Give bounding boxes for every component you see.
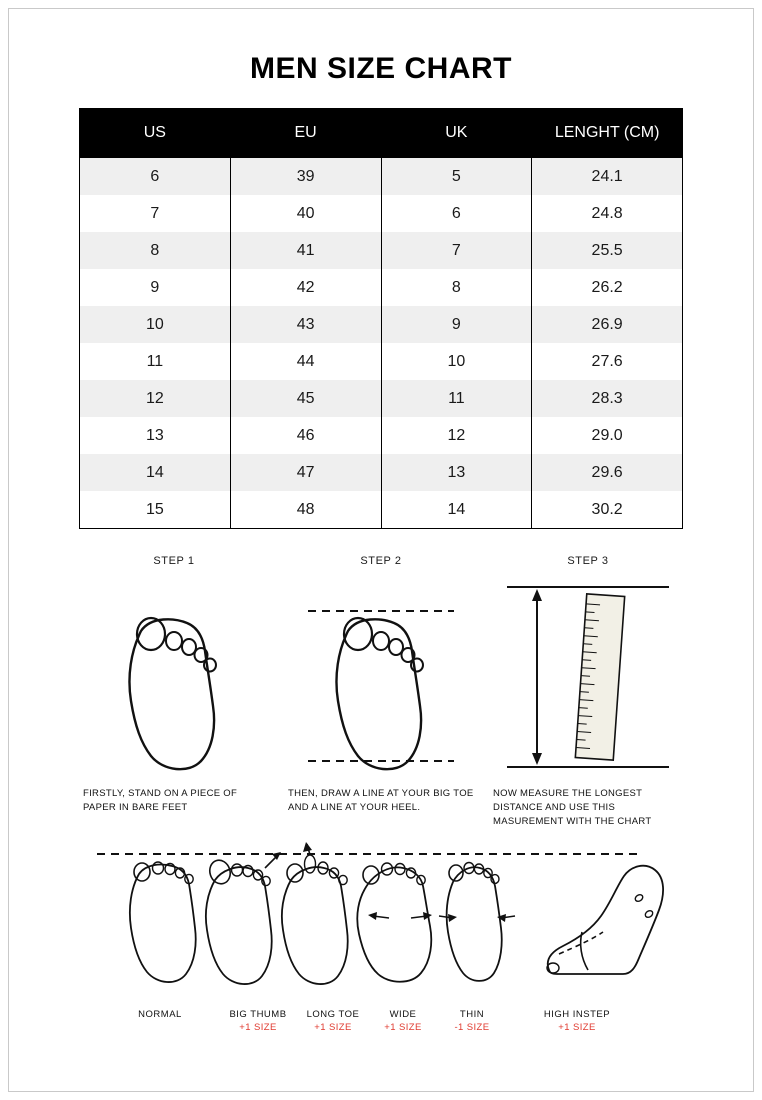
- cell-eu: 41: [230, 232, 381, 269]
- step-3-label: STEP 3: [567, 555, 609, 567]
- ruler-measure-icon: [493, 571, 683, 781]
- foot-type-adjust: +1 SIZE: [239, 1022, 277, 1034]
- foot-big-thumb-icon: [206, 852, 281, 984]
- step-2-label: STEP 2: [360, 555, 402, 567]
- foot-type-high-instep: [517, 1005, 637, 1033]
- foot-type-adjust: -1 SIZE: [454, 1022, 490, 1034]
- table-row: [80, 158, 683, 195]
- step-2-description: THEN, DRAW A LINE AT YOUR BIG TOE AND A LINE AT YOUR HEEL.: [288, 788, 474, 813]
- cell-uk: 6: [381, 195, 532, 232]
- table-row: [80, 417, 683, 454]
- table-row: [80, 380, 683, 417]
- cell-uk: 7: [381, 232, 532, 269]
- cell-us: 11: [80, 343, 231, 380]
- table-header-row: [80, 108, 683, 158]
- foot-thin-icon: [439, 863, 515, 981]
- cell-length: 28.3: [532, 380, 683, 417]
- step-1-description: FIRSTLY, STAND ON A PIECE OF PAPER IN BARE FEET: [83, 788, 238, 813]
- cell-length: 24.1: [532, 158, 683, 195]
- step-3: [493, 555, 683, 828]
- size-table-body: [80, 158, 683, 529]
- foot-type-wide: [369, 1005, 437, 1033]
- cell-us: 8: [80, 232, 231, 269]
- size-table-head: [80, 108, 683, 158]
- cell-us: 14: [80, 454, 231, 491]
- foot-type-name: NORMAL: [138, 1009, 182, 1021]
- foot-type-name: THIN: [459, 1009, 485, 1021]
- foot-outline-icon: [79, 571, 269, 781]
- column-header-uk: UK: [381, 108, 532, 158]
- cell-eu: 43: [230, 306, 381, 343]
- cell-eu: 46: [230, 417, 381, 454]
- cell-uk: 10: [381, 343, 532, 380]
- cell-us: 10: [80, 306, 231, 343]
- foot-long-toe-icon: [282, 842, 348, 984]
- cell-eu: 45: [230, 380, 381, 417]
- cell-uk: 11: [381, 380, 532, 417]
- step-2: [286, 555, 476, 828]
- cell-length: 24.8: [532, 195, 683, 232]
- foot-type-name: LONG TOE: [306, 1009, 360, 1021]
- table-row: [80, 454, 683, 491]
- foot-type-name: WIDE: [389, 1009, 417, 1021]
- foot-type-name: BIG THUMB: [229, 1009, 287, 1021]
- cell-eu: 40: [230, 195, 381, 232]
- foot-type-thin: [437, 1005, 507, 1033]
- step-3-description: NOW MEASURE THE LONGEST DISTANCE AND USE THIS MASUREMENT WITH THE CHART: [493, 788, 652, 827]
- cell-us: 15: [80, 491, 231, 529]
- foot-with-lines-icon: [286, 571, 476, 781]
- cell-length: 26.2: [532, 269, 683, 306]
- table-row: [80, 195, 683, 232]
- measuring-steps-section: [79, 555, 683, 828]
- cell-eu: 44: [230, 343, 381, 380]
- foot-high-instep-icon: [547, 866, 663, 974]
- column-header-length: LENGHT (CM): [532, 108, 683, 158]
- cell-length: 29.0: [532, 417, 683, 454]
- cell-us: 12: [80, 380, 231, 417]
- cell-uk: 12: [381, 417, 532, 454]
- cell-us: 6: [80, 158, 231, 195]
- foot-type-adjust: +1 SIZE: [384, 1022, 422, 1034]
- size-table-container: [79, 108, 683, 529]
- foot-types-section: [79, 840, 683, 1033]
- table-row: [80, 269, 683, 306]
- column-header-eu: EU: [230, 108, 381, 158]
- step-1: [79, 555, 269, 828]
- table-row: [80, 232, 683, 269]
- cell-length: 29.6: [532, 454, 683, 491]
- cell-us: 7: [80, 195, 231, 232]
- cell-eu: 42: [230, 269, 381, 306]
- cell-eu: 48: [230, 491, 381, 529]
- cell-uk: 13: [381, 454, 532, 491]
- foot-type-adjust: +1 SIZE: [314, 1022, 352, 1034]
- foot-type-big-thumb: [219, 1005, 297, 1033]
- cell-us: 13: [80, 417, 231, 454]
- foot-types-illustration: [79, 840, 683, 1005]
- steps-row: [79, 555, 683, 828]
- table-row: [80, 491, 683, 529]
- foot-types-labels: [79, 1005, 683, 1033]
- foot-normal-icon: [130, 862, 196, 982]
- cell-uk: 9: [381, 306, 532, 343]
- foot-type-adjust: +1 SIZE: [558, 1022, 596, 1034]
- page-title: MEN SIZE CHART: [250, 52, 512, 85]
- foot-type-long-toe: [297, 1005, 369, 1033]
- size-table: [79, 108, 683, 529]
- cell-length: 25.5: [532, 232, 683, 269]
- step-1-label: STEP 1: [153, 555, 195, 567]
- cell-length: 26.9: [532, 306, 683, 343]
- cell-eu: 39: [230, 158, 381, 195]
- cell-us: 9: [80, 269, 231, 306]
- cell-uk: 5: [381, 158, 532, 195]
- foot-wide-icon: [357, 863, 432, 982]
- table-row: [80, 306, 683, 343]
- table-row: [80, 343, 683, 380]
- cell-length: 30.2: [532, 491, 683, 529]
- cell-eu: 47: [230, 454, 381, 491]
- foot-type-name: HIGH INSTEP: [543, 1009, 611, 1021]
- column-header-us: US: [80, 108, 231, 158]
- cell-uk: 8: [381, 269, 532, 306]
- foot-type-normal: [101, 1005, 219, 1033]
- cell-length: 27.6: [532, 343, 683, 380]
- cell-uk: 14: [381, 491, 532, 529]
